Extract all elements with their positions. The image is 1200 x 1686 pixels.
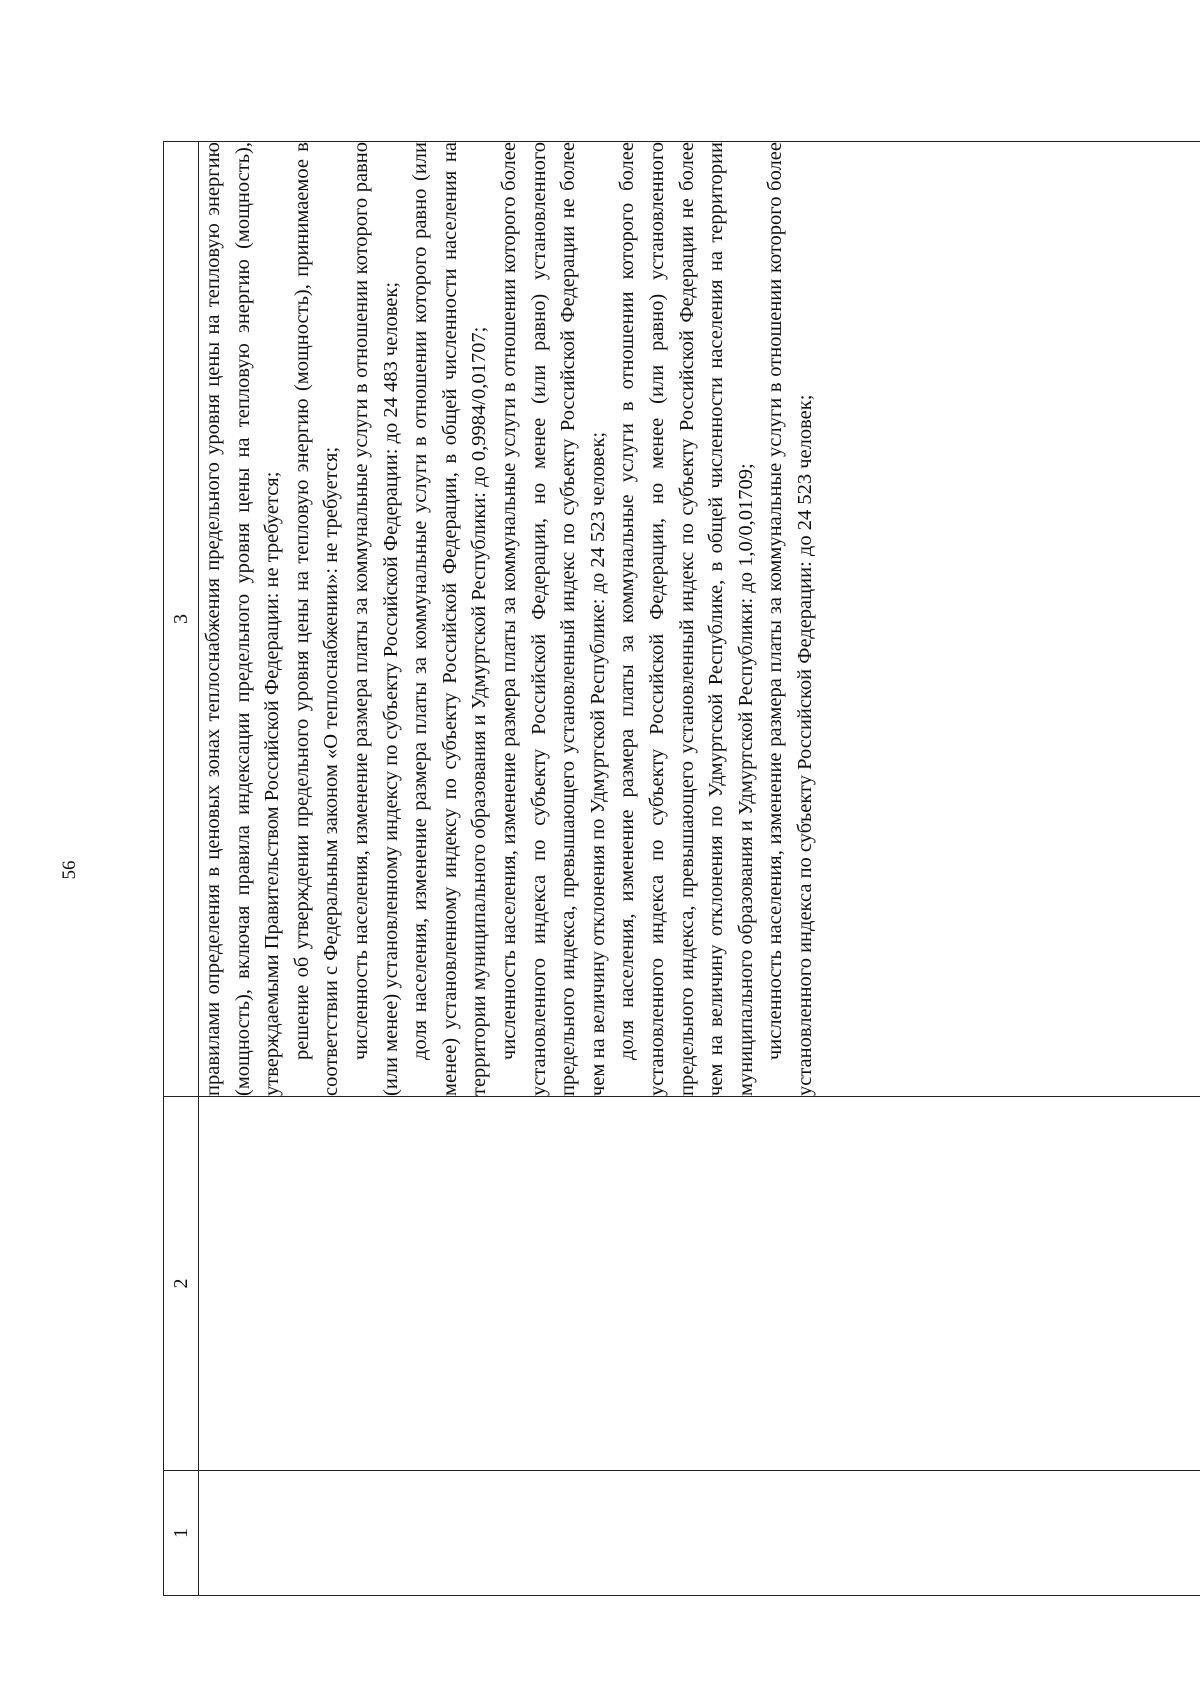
paragraph-population-equal-index: численность населения, изменение размера платы за коммунальные услуги в отношении которого равно (или менее) установленному индексу по субъекту Российской Федерации: до 24 483 человек; bbox=[349, 142, 402, 1096]
page-number: 56 bbox=[59, 860, 80, 880]
paragraph-pricing-rules: правилами определения в ценовых зонах теплоснабжения предельного уровня цены на тепловую энергию (мощность), включая правила индексации предельного уровня цены на тепловую энергию (мощность), утверждаемыми Правительством Российской Федерации: не требуется; bbox=[202, 142, 284, 1096]
column-header-3: 3 bbox=[164, 142, 199, 1097]
table-cell-col1 bbox=[199, 1471, 1200, 1596]
table-row bbox=[199, 142, 1200, 1596]
column-header-1: 1 bbox=[164, 1471, 199, 1596]
paragraph-price-decision: решение об утверждении предельного уровня цены на тепловую энергию (мощность), принимаемое в соответствии с Федеральным законом «О теплоснабжении»: не требуется; bbox=[290, 142, 343, 1096]
rotated-page-content bbox=[163, 141, 1200, 1596]
paragraph-share-equal-index: доля населения, изменение размера платы за коммунальные услуги в отношении которого равно (или менее) установленному индексу по субъекту Российской Федерации, в общей численности населения на территории муниципального образования и Удмуртской Республики: до 0,9984/0,01707; bbox=[409, 142, 491, 1096]
column-header-2: 2 bbox=[164, 1097, 199, 1471]
paragraph-population-above-index: численность населения, изменение размера платы за коммунальные услуги в отношении которого более установленного индекса по субъекту Российской Федерации, но менее (или равно) установленного предельного индекса, превышающего установленный индекс по субъекту Российской Федерации не более чем на величину отклонения по Удмуртской Республике: до 24 523 человек; bbox=[497, 142, 609, 1096]
table-cell-col3 bbox=[199, 142, 1200, 1097]
table-cell-col2 bbox=[199, 1097, 1200, 1471]
paragraph-share-above-index: доля населения, изменение размера платы за коммунальные услуги в отношении которого более установленного индекса по субъекту Российской Федерации, но менее (или равно) установленного предельного индекса, превышающего установленный индекс по субъекту Российской Федерации не более чем на величину отклонения по Удмуртской Республике, в общей численности населения на территории муниципального образования и Удмуртской Республики: до 1,0/0,01709; bbox=[616, 142, 757, 1096]
paragraph-population-more-than-index: численность населения, изменение размера платы за коммунальные услуги в отношении которого более установленного индекса по субъекту Российской Федерации: до 24 523 человек; bbox=[764, 142, 816, 1096]
document-table bbox=[163, 141, 1200, 1596]
table-header-row bbox=[164, 142, 199, 1596]
